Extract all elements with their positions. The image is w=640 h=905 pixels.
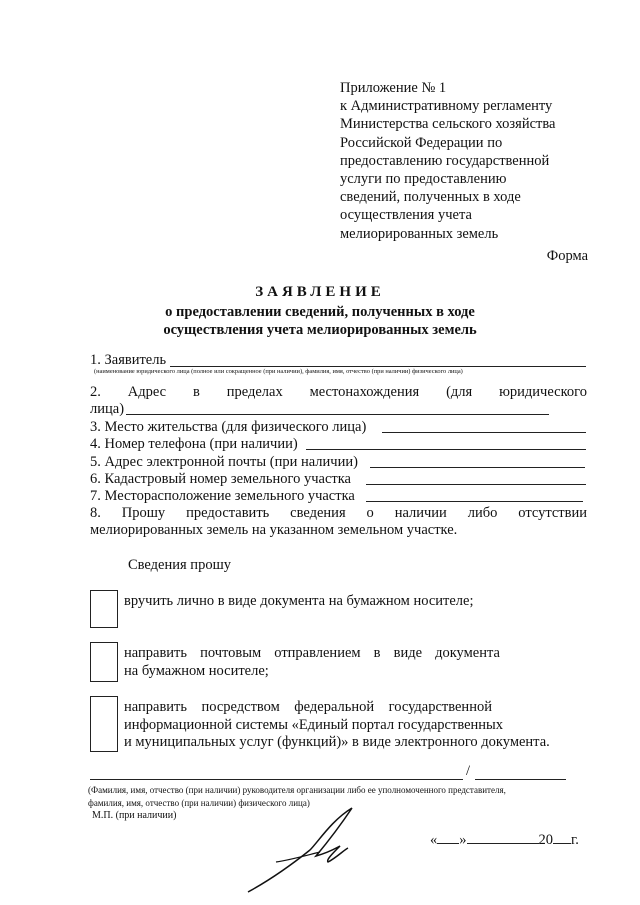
option-personal-label: вручить лично в виде документа на бумажном носителе; xyxy=(124,593,474,609)
appendix-line: сведений, полученных в ходе xyxy=(340,189,521,206)
address-word: (для xyxy=(446,384,473,400)
option-post-word: в xyxy=(373,645,381,661)
request-word: отсутствии xyxy=(518,505,587,521)
address-word: юридического xyxy=(499,384,587,400)
option-epgu-label-l2: информационной системы «Единый портал государственных xyxy=(124,716,504,733)
option-post-label xyxy=(124,645,500,663)
appendix-line: Приложение № 1 xyxy=(340,80,447,96)
request-word: сведения xyxy=(290,505,346,521)
email-label: 5. Адрес электронной почты (при наличии) xyxy=(90,454,358,470)
appendix-line: Министерства сельского хозяйства xyxy=(340,116,556,133)
date-quote-open: « xyxy=(430,832,438,848)
option-epgu-word: федеральной xyxy=(294,699,375,715)
address-field[interactable] xyxy=(126,414,549,415)
form-label: Форма xyxy=(546,248,588,264)
signatory-note-line: (Фамилия, имя, отчество (при наличии) руководителя организации либо ее уполномоченного представителя, xyxy=(88,785,506,795)
delivery-label: Сведения прошу xyxy=(128,557,231,573)
appendix-line: осуществления учета xyxy=(340,207,472,224)
cadastral-field[interactable] xyxy=(366,484,586,485)
option-epgu-checkbox[interactable] xyxy=(90,696,118,752)
applicant-hint: (наименование юридического лица (полное или сокращенное (при наличии), фамилия, имя, отчество (при наличии) физического лица) xyxy=(94,368,463,375)
date-year-field[interactable] xyxy=(553,843,571,844)
option-epgu-label-l3: и муниципальных услуг (функций)» в виде электронного документа. xyxy=(124,734,550,750)
appendix-line: Российской Федерации по xyxy=(340,134,503,151)
option-personal-checkbox[interactable] xyxy=(90,590,118,628)
date-year-prefix: 20 xyxy=(538,832,553,848)
date-day-field[interactable] xyxy=(437,843,459,844)
request-word: либо xyxy=(467,505,498,521)
location-field[interactable] xyxy=(366,501,583,502)
subtitle-line: о предоставлении сведений, полученных в ходе xyxy=(165,304,475,320)
date-year-suffix: г. xyxy=(571,832,579,848)
signatory-name-field[interactable] xyxy=(90,779,463,780)
address-label-cont: лица) xyxy=(90,401,125,417)
appendix-line: мелиорированных земель xyxy=(340,225,499,242)
handwritten-signature xyxy=(240,800,370,900)
option-post-word: почтовым xyxy=(200,645,262,661)
appendix-line: услуги по предоставлению xyxy=(340,171,507,188)
document-subtitle xyxy=(0,303,640,339)
request-word: Прошу xyxy=(121,505,166,521)
option-post-word: виде xyxy=(393,645,423,661)
address-word: пределах xyxy=(226,384,283,400)
option-epgu-word: посредством xyxy=(201,699,280,715)
phone-field[interactable] xyxy=(306,449,586,450)
request-word: 8. xyxy=(90,505,101,521)
stamp-label: М.П. (при наличии) xyxy=(92,810,177,821)
option-epgu-word: государственной xyxy=(388,699,492,715)
option-epgu-word: направить xyxy=(124,699,188,715)
date-quote-close: » xyxy=(459,832,467,848)
residence-label: 3. Место жительства (для физического лица) xyxy=(90,419,367,435)
option-post-word: направить xyxy=(124,645,188,661)
request-label xyxy=(90,505,587,522)
option-post-word: отправлением xyxy=(274,645,361,661)
address-label xyxy=(90,384,587,401)
document-title: ЗАЯВЛЕНИЕ xyxy=(255,284,385,300)
option-post-label-cont: на бумажном носителе; xyxy=(124,663,269,679)
request-word: наличии xyxy=(394,505,447,521)
subtitle-line: осуществления учета мелиорированных земель xyxy=(163,322,477,338)
option-post-checkbox[interactable] xyxy=(90,642,118,682)
residence-field[interactable] xyxy=(382,432,586,433)
phone-label: 4. Номер телефона (при наличии) xyxy=(90,436,298,452)
option-post-word: документа xyxy=(435,645,500,661)
address-word: в xyxy=(192,384,200,400)
signature-slash: / xyxy=(466,763,471,779)
request-word: предоставить xyxy=(186,505,270,521)
option-epgu-label xyxy=(124,699,492,717)
date-month-field[interactable] xyxy=(467,843,539,844)
request-label-cont: мелиорированных земель на указанном земельном участке. xyxy=(90,522,458,538)
address-word: местонахождения xyxy=(309,384,420,400)
date-line xyxy=(430,832,579,849)
applicant-label: 1. Заявитель xyxy=(90,352,167,368)
appendix-header xyxy=(340,79,600,243)
address-word: 2. xyxy=(90,384,101,400)
signature-field[interactable] xyxy=(475,779,566,780)
appendix-line: к Административному регламенту xyxy=(340,98,553,115)
applicant-field[interactable] xyxy=(170,366,586,367)
request-word: о xyxy=(366,505,374,521)
location-label: 7. Месторасположение земельного участка xyxy=(90,488,355,504)
email-field[interactable] xyxy=(370,467,585,468)
signatory-note-line: фамилия, имя, отчество (при наличии) физического лица) xyxy=(88,798,310,808)
address-word: Адрес xyxy=(127,384,167,400)
appendix-line: предоставлению государственной xyxy=(340,152,550,169)
cadastral-label: 6. Кадастровый номер земельного участка xyxy=(90,471,351,487)
